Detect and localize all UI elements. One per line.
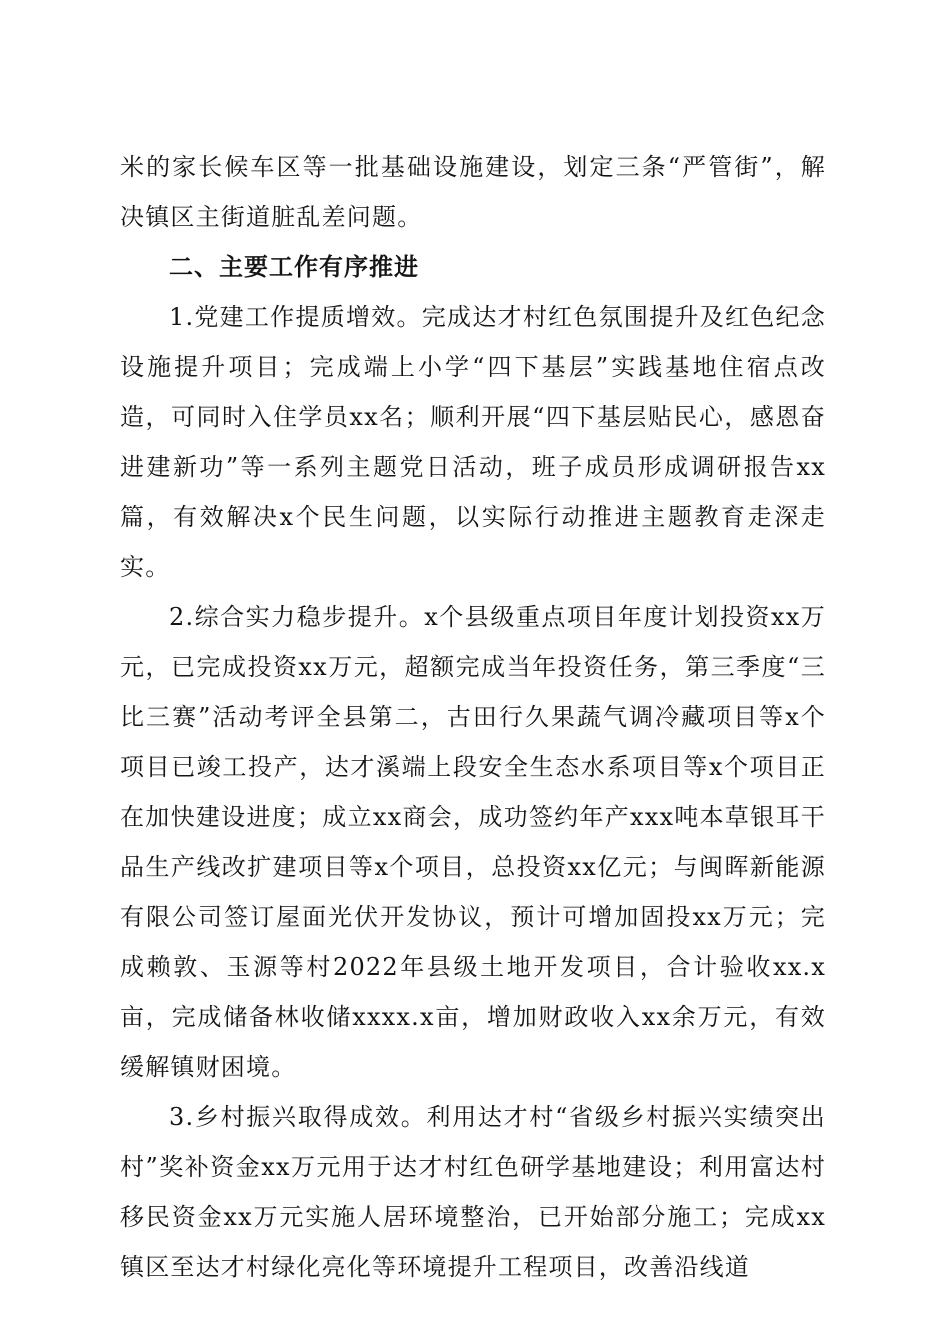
document-body <box>120 142 826 1292</box>
paragraph-item-2: 2.综合实力稳步提升。x个县级重点项目年度计划投资xx万元，已完成投资xx万元，超额完成当年投资任务，第三季度“三比三赛”活动考评全县第二，古田行久果蔬气调冷藏项目等x个项目已竣工投产，达才溪端上段安全生态水系项目等x个项目正在加快建设进度；成立xx商会，成功签约年产xxx吨本草银耳干品生产线改扩建项目等x个项目，总投资xx亿元；与闽晖新能源有限公司签订屋面光伏开发协议，预计可增加固投xx万元；完成赖敦、玉源等村2022年县级土地开发项目，合计验收xx.x亩，完成储备林收储xxxx.x亩，增加财政收入xx余万元，有效缓解镇财困境。 <box>120 603 826 1081</box>
paragraph-item-1: 1.党建工作提质增效。完成达才村红色氛围提升及红色纪念设施提升项目；完成端上小学“四下基层”实践基地住宿点改造，可同时入住学员xx名；顺利开展“四下基层贴民心，感恩奋进建新功”等一系列主题党日活动，班子成员形成调研报告xx篇，有效解决x个民生问题，以实际行动推进主题教育走深走实。 <box>120 303 826 581</box>
paragraph-item-3: 3.乡村振兴取得成效。利用达才村“省级乡村振兴实绩突出村”奖补资金xx万元用于达才村红色研学基地建设；利用富达村移民资金xx万元实施人居环境整治，已开始部分施工；完成xx镇区至达才村绿化亮化等环境提升工程项目，改善沿线道 <box>120 1103 826 1281</box>
paragraph-continuation: 米的家长候车区等一批基础设施建设，划定三条“严管街”，解决镇区主街道脏乱差问题。 <box>120 153 826 231</box>
section-heading: 二、主要工作有序推进 <box>169 253 419 281</box>
